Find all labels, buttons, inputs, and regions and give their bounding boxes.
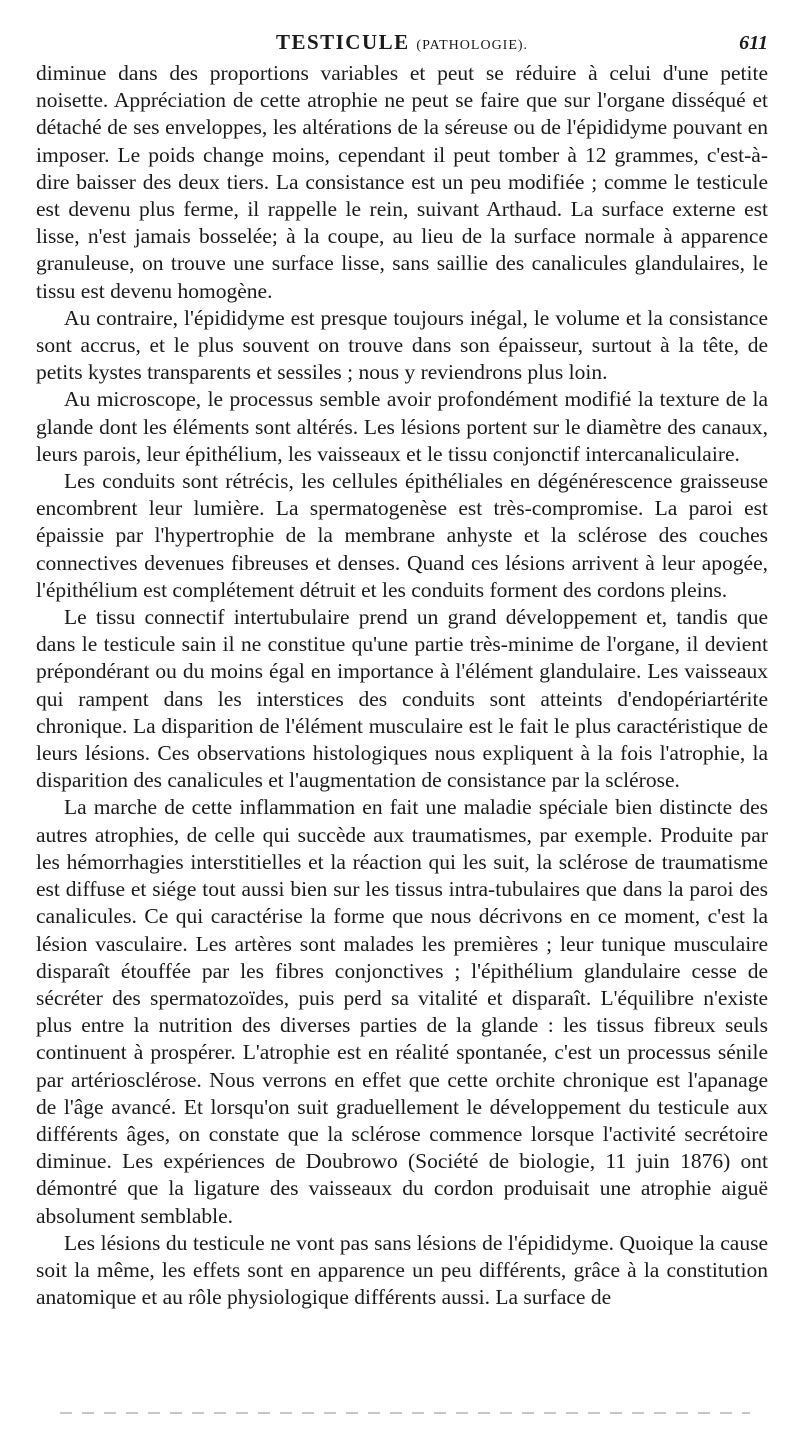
paragraph: Au microscope, le processus semble avoir profondément modifié la texture de la glande dont les éléments sont altérés. Les lésions portent sur le diamètre des canaux, leurs parois, leur épithélium, les vaisseaux et le tissu conjonctif intercanaliculaire. [36,387,768,466]
page-number: 611 [739,32,768,54]
paragraph: Les conduits sont rétrécis, les cellules épithéliales en dégénérescence graisseuse encombrent leur lumière. La spermatogenèse est très-compromise. La paroi est épaissie par l'hypertrophie de la membrane anhyste et la sclérose des couches connectives devenues fibreuses et denses. Quand ces lésions arrivent à leur apogée, l'épithélium est complétement détruit et les conduits forment des cordons pleins. [36,469,768,602]
bleed-through-trace [60,1412,750,1414]
header-subtitle: (PATHOLOGIE). [416,38,529,53]
body-text [36,60,768,1311]
paragraph: Les lésions du testicule ne vont pas sans lésions de l'épididyme. Quoique la cause soit la même, les effets sont en apparence un peu différents, grâce à la constitution anatomique et au rôle physiologique différents aussi. La surface de [36,1230,768,1310]
header-title: TESTICULE [275,30,410,54]
running-head [36,30,768,58]
running-title [36,30,768,55]
paragraph: Au contraire, l'épididyme est presque toujours inégal, le volume et la consistance sont accrus, et le plus souvent on trouve dans son épaisseur, surtout à la tête, de petits kystes transparents et sessiles ; nous y reviendrons plus loin. [36,305,768,385]
paragraph-continued: diminue dans des proportions variables et peut se réduire à celui d'une petite noisette. Appréciation de cette atrophie ne peut se faire que sur l'organe disséqué et détaché de ses enveloppes, les altérations de la séreuse ou de l'épididyme pouvant en imposer. Le poids change moins, cependant il peut tomber à 12 grammes, c'est-à-dire baisser des deux tiers. La consistance est un peu modifiée ; comme le testicule est devenu plus ferme, il rappelle le rein, suivant Arthaud. La surface externe est lisse, n'est jamais bosselée; à la coupe, au lieu de la surface normale à apparence granuleuse, on trouve une surface lisse, sans saillie des canalicules glandulaires, le tissu est devenu homogène. [36,61,768,303]
paragraph: Le tissu connectif intertubulaire prend un grand développement et, tandis que dans le testicule sain il ne constitue qu'une partie très-minime de l'organe, il devient prépondérant ou du moins égal en importance à l'élément glandulaire. Les vaisseaux qui rampent dans les interstices des conduits sont atteints d'endopériartérite chronique. La disparition de l'élément musculaire est le fait le plus caractéristique de leurs lésions. Ces observations histologiques nous expliquent à la fois l'atrophie, la disparition des canalicules et l'augmentation de consistance par la sclérose. [36,605,768,793]
paragraph: La marche de cette inflammation en fait une maladie spéciale bien distincte des autres atrophies, de celle qui succède aux traumatismes, par exemple. Produite par les hémorrhagies interstitielles et la réaction qui les suit, la sclérose de traumatisme est diffuse et siége tout aussi bien sur les tissus intra-tubulaires que dans la paroi des canalicules. Ce qui caractérise la forme que nous décrivons en ce moment, c'est la lésion vasculaire. Les artères sont malades les premières ; leur tunique musculaire disparaît étouffée par les fibres conjonctives ; l'épithélium glandulaire cesse de sécréter des spermatozoïdes, puis perd sa vitalité et disparaît. L'équilibre n'existe plus entre la nutrition des diverses parties de la glande : les tissus fibreux seuls continuent à prospérer. L'atrophie est en réalité spontanée, c'est un processus sénile par artériosclérose. Nous verrons en effet que cette orchite chronique est l'apanage de l'âge avancé. Et lorsqu'on suit graduellement le développement du testicule aux différents âges, on constate que la sclérose commence lorsque l'activité secrétoire diminue. Les expériences de Doubrowo (Société de biologie, 11 juin 1876) ont démontré que la ligature des vaisseaux du cordon produisait une atrophie aiguë absolument semblable. [36,795,768,1228]
